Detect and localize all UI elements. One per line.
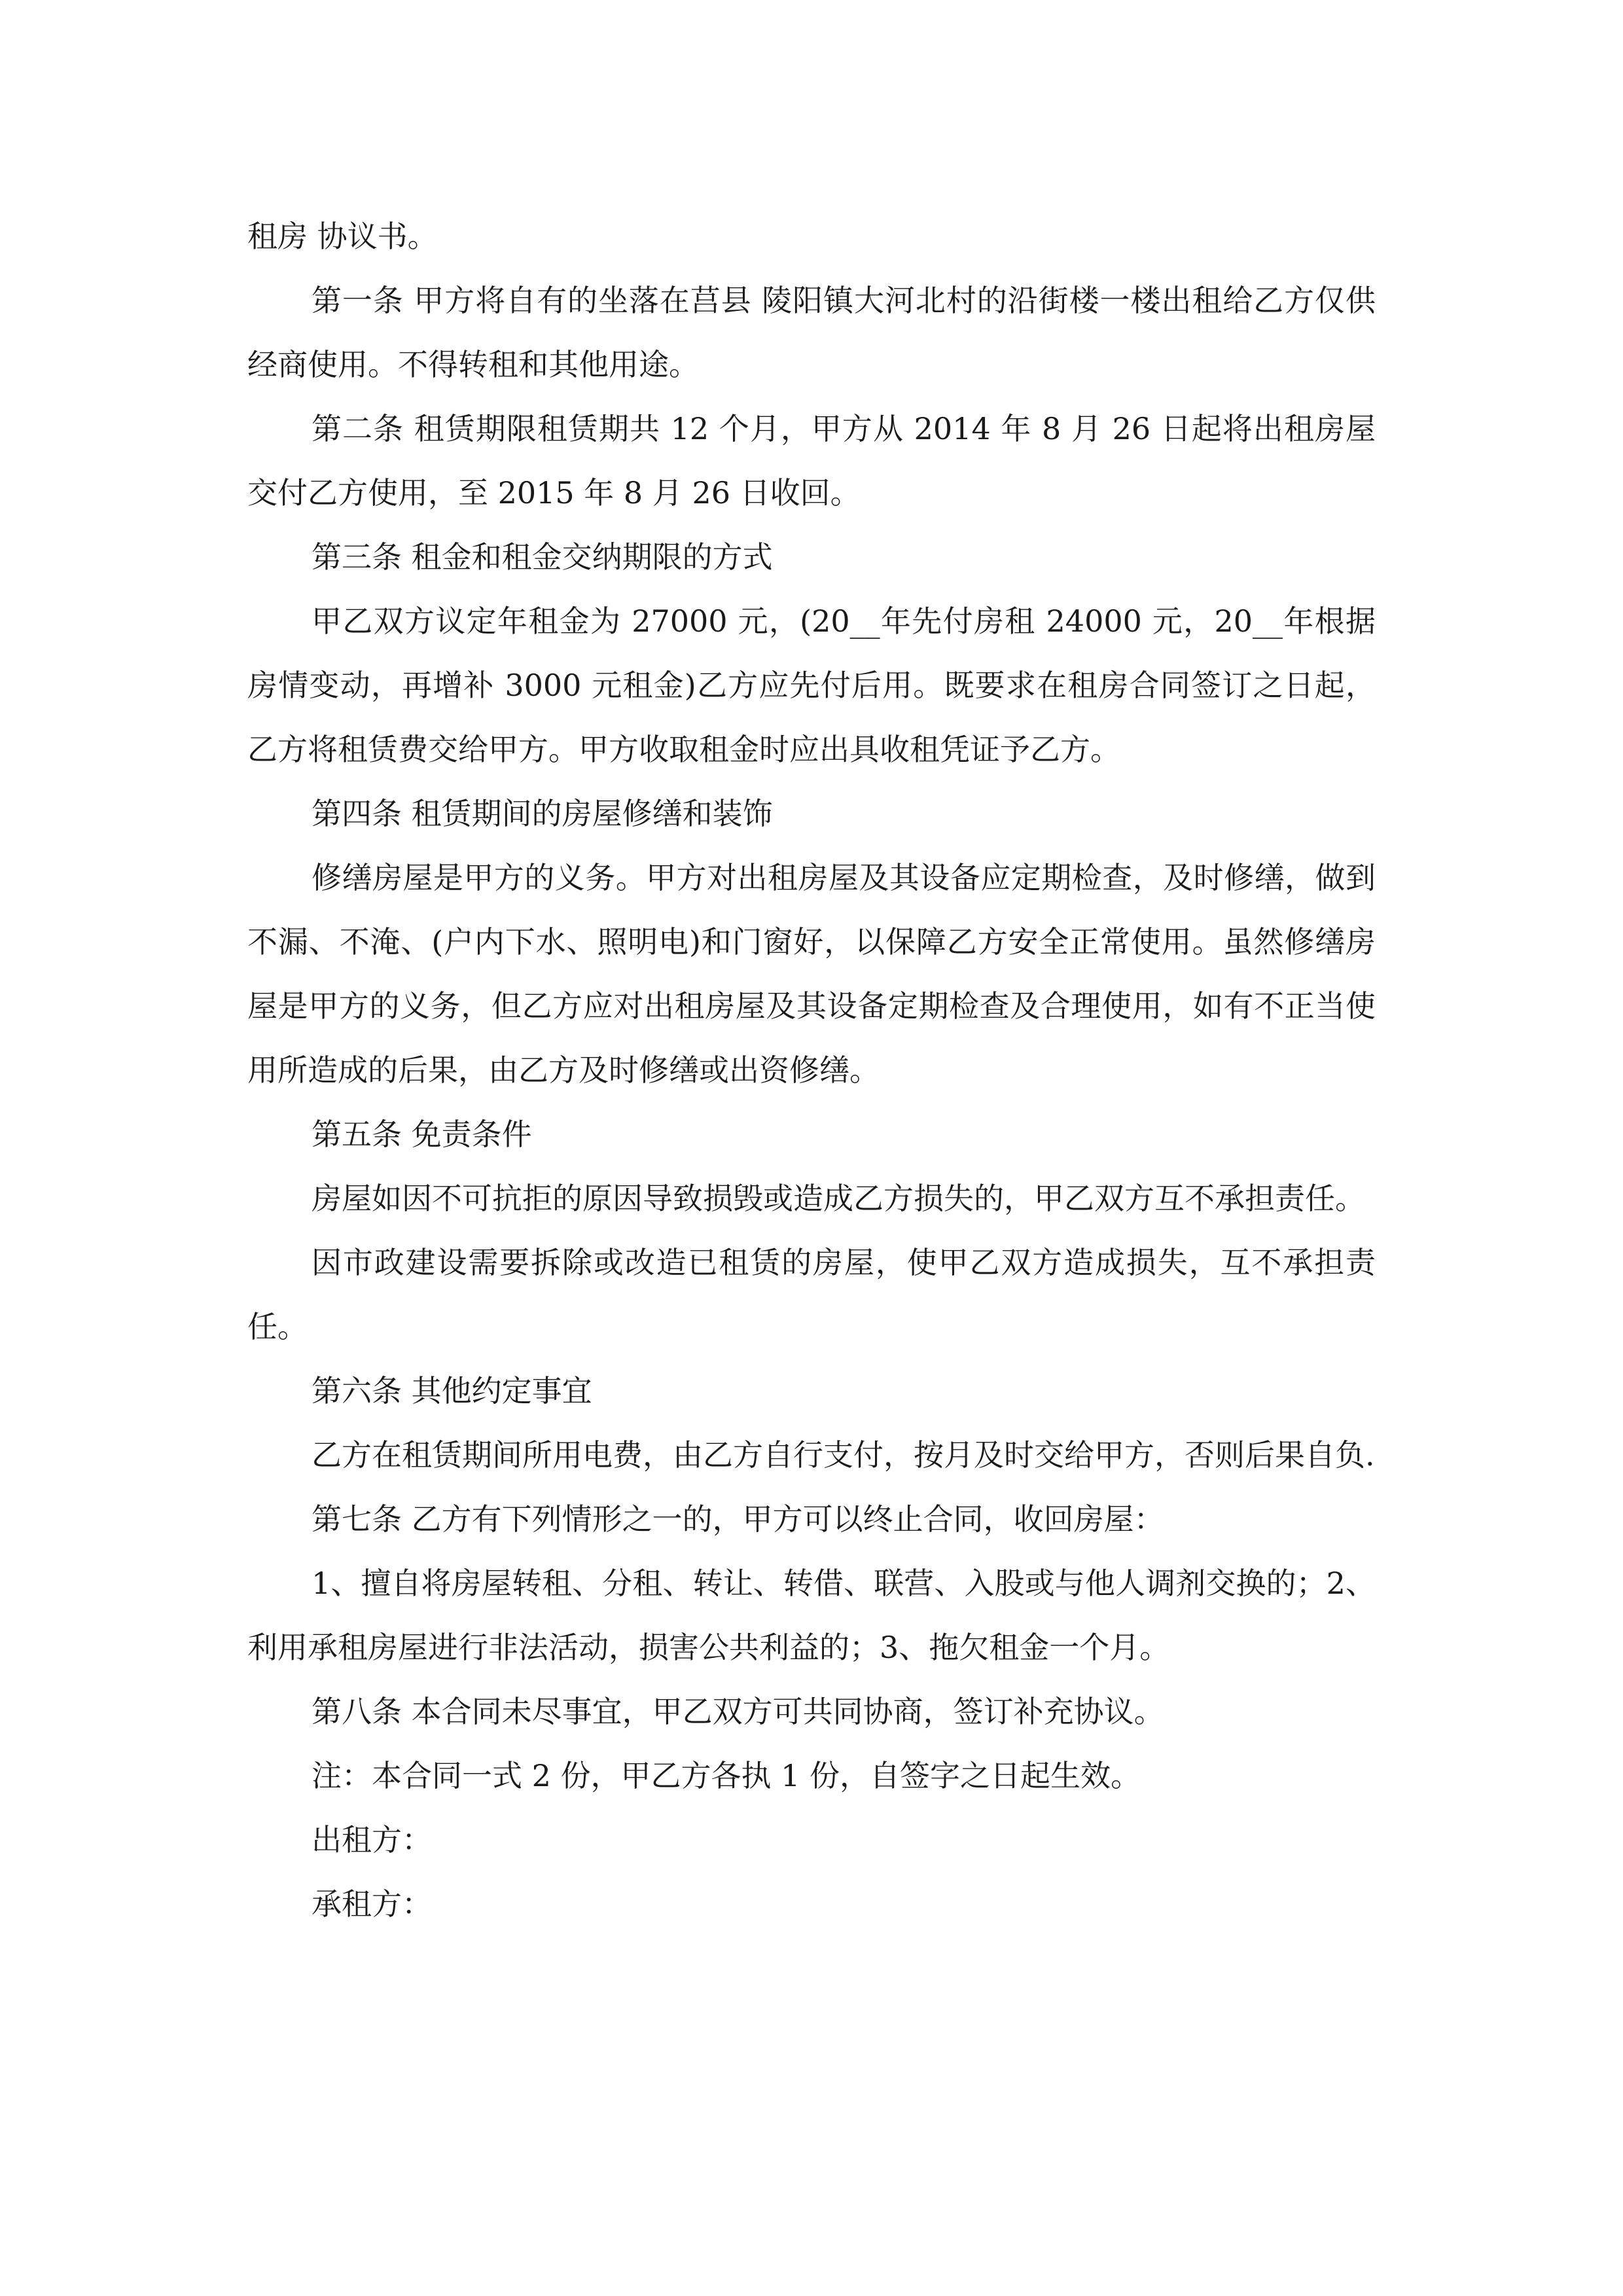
lessee-signature-line: 承租方： — [312, 1886, 432, 1922]
lessor-signature-line: 出租方： — [312, 1822, 432, 1857]
clause-8: 第八条 本合同未尽事宜，甲乙双方可共同协商，签订补充协议。 — [312, 1694, 1164, 1729]
clause-6-title: 第六条 其他约定事宜 — [312, 1373, 592, 1408]
clause-5-title: 第五条 免责条件 — [312, 1117, 532, 1152]
clause-6-body: 乙方在租赁期间所用电费，由乙方自行支付，按月及时交给甲方，否则后果自负. — [312, 1437, 1375, 1473]
document-heading: 租房 协议书。 — [247, 219, 438, 254]
clause-3-body: 甲乙双方议定年租金为 27000 元，(20__年先付房租 24000 元，20__年根据房情变动，再增补 3000 元租金)乙方应先付后用。既要求在租房合同签订之日起，乙方将租赁费交给甲方。甲方收取租金时应出具收租凭证予乙方。 — [247, 603, 1376, 767]
clause-1: 第一条 甲方将自有的坐落在莒县 陵阳镇大河北村的沿街楼一楼出租给乙方仅供经商使用。不得转租和其他用途。 — [247, 283, 1376, 382]
clause-5-body-2: 因市政建设需要拆除或改造已租赁的房屋，使甲乙双方造成损失，互不承担责任。 — [247, 1245, 1376, 1344]
clause-7-title: 第七条 乙方有下列情形之一的，甲方可以终止合同，收回房屋： — [312, 1501, 1164, 1537]
document-body — [247, 204, 1376, 1936]
clause-2: 第二条 租赁期限租赁期共 12 个月，甲方从 2014 年 8 月 26 日起将出租房屋交付乙方使用，至 2015 年 8 月 26 日收回。 — [247, 411, 1376, 511]
clause-4-title: 第四条 租赁期间的房屋修缮和装饰 — [312, 796, 773, 831]
clause-3-title: 第三条 租金和租金交纳期限的方式 — [312, 539, 773, 575]
clause-4-body: 修缮房屋是甲方的义务。甲方对出租房屋及其设备应定期检查，及时修缮，做到不漏、不淹、(户内下水、照明电)和门窗好，以保障乙方安全正常使用。虽然修缮房屋是甲方的义务，但乙方应对出租房屋及其设备定期检查及合理使用，如有不正当使用所造成的后果，由乙方及时修缮或出资修缮。 — [247, 860, 1376, 1088]
clause-7-items: 1、擅自将房屋转租、分租、转让、转借、联营、入股或与他人调剂交换的；2、利用承租房屋进行非法活动，损害公共利益的；3、拖欠租金一个月。 — [247, 1566, 1376, 1665]
note: 注：本合同一式 2 份，甲乙方各执 1 份，自签字之日起生效。 — [312, 1758, 1141, 1793]
clause-5-body-1: 房屋如因不可抗拒的原因导致损毁或造成乙方损失的，甲乙双方互不承担责任。 — [312, 1181, 1365, 1216]
